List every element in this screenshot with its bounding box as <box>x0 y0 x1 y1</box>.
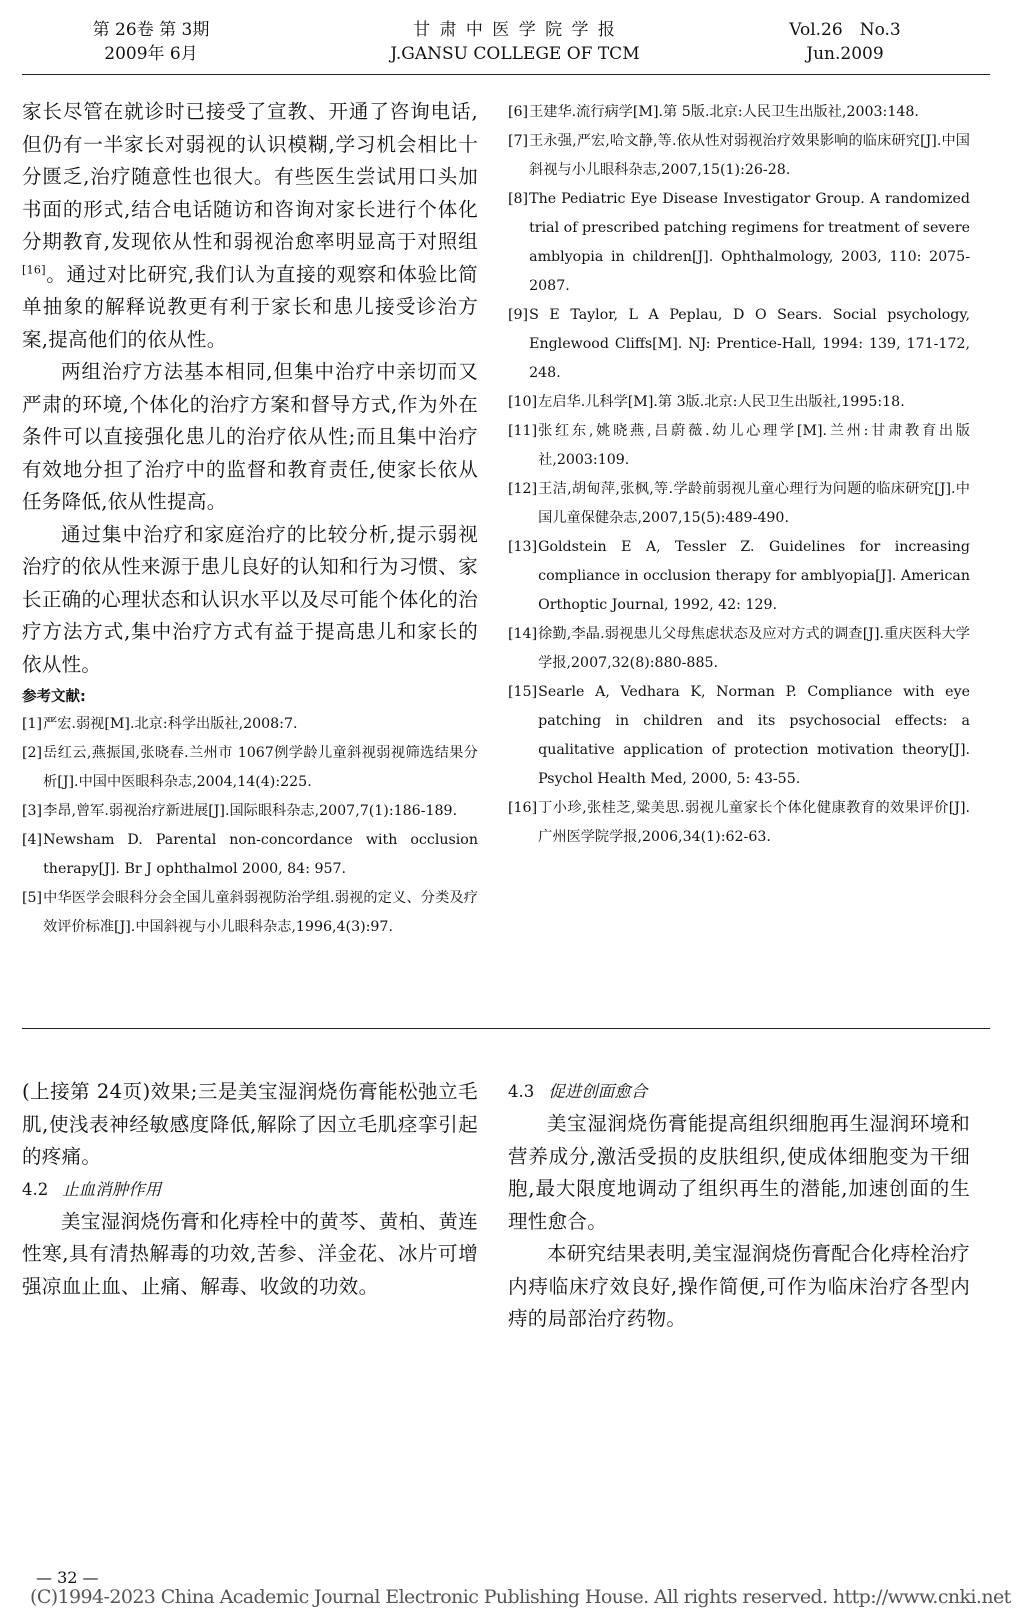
references-list-right <box>508 98 970 852</box>
page-number: — 32 — <box>36 1568 99 1587</box>
issue-date-en: Jun.2009 <box>806 44 884 64</box>
reference-number: [10] <box>508 394 538 410</box>
reference-number: [1] <box>22 716 43 732</box>
paragraph: 两组治疗方法基本相同,但集中治疗中亲切而又严肃的环境,个体化的治疗方案和督导方式,作为外在条件可以直接强化患儿的治疗依从性;而且集中治疗有效地分担了治疗中的监督和教育责任,使家长依从任务降低,依从性提高。 <box>22 360 478 513</box>
reference-number: [15] <box>508 684 538 700</box>
upper-right-column <box>508 98 970 852</box>
reference-item <box>508 475 970 533</box>
paragraph: (上接第 24页)效果;三是美宝湿润烧伤膏能松弛立毛肌,使浅表神经敏感度降低,解除了因立毛肌痉挛引起的疼痛。 <box>22 1080 478 1168</box>
reference-item <box>22 797 478 826</box>
reference-item <box>508 417 970 475</box>
lower-left-column <box>22 1076 478 1303</box>
reference-text: 中华医学会眼科分会全国儿童斜弱视防治学组.弱视的定义、分类及疗效评价标准[J].中国斜视与小儿眼科杂志,1996,4(3):97. <box>43 890 478 935</box>
journal-title <box>350 18 680 66</box>
paragraph: 美宝湿润烧伤膏和化痔栓中的黄芩、黄柏、黄连性寒,具有清热解毒的功效,苦参、洋金花、冰片可增强凉血止血、止痛、解毒、收敛的功效。 <box>22 1209 478 1298</box>
reference-item <box>508 678 970 794</box>
section-title: 止血消肿作用 <box>62 1179 162 1199</box>
reference-text: S E Taylor, L A Peplau, D O Sears. Social psychology, Englewood Cliffs[M]. NJ: Prentice-Hall, 1994: 139, 171-172, 248. <box>529 307 970 381</box>
reference-text: 王洁,胡甸萍,张枫,等.学龄前弱视儿童心理行为问题的临床研究[J].中国儿童保健杂志,2007,15(5):489-490. <box>538 481 970 526</box>
reference-item <box>508 620 970 678</box>
reference-text: 张红东,姚晓燕,吕蔚薇.幼儿心理学[M].兰州:甘肃教育出版社,2003:109. <box>538 423 970 468</box>
reference-number: [14] <box>508 626 538 642</box>
reference-number: [8] <box>508 191 529 207</box>
reference-number: [5] <box>22 890 43 906</box>
reference-text: 王永强,严宏,哈文静,等.依从性对弱视治疗效果影响的临床研究[J].中国斜视与小儿眼科杂志,2007,15(1):26-28. <box>529 133 970 178</box>
journal-volume-en <box>770 18 920 66</box>
paragraph: 美宝湿润烧伤膏能提高组织细胞再生湿润环境和营养成分,激活受损的皮肤组织,使成体细胞变为干细胞,最大限度地调动了组织再生的潜能,加速创面的生理性愈合。 <box>508 1112 970 1233</box>
citation: [16] <box>22 263 46 276</box>
volume-issue: 第 26卷 第 3期 <box>92 20 210 40</box>
reference-text: Goldstein E A, Tessler Z. Guidelines for increasing compliance in occlusion therapy for amblyopia[J]. American Orthoptic Journal, 1992, 42: 129. <box>538 539 970 613</box>
volume-issue-en: Vol.26 No.3 <box>789 20 901 40</box>
reference-number: [4] <box>22 832 43 848</box>
section-heading <box>508 1076 970 1108</box>
issue-date: 2009年 6月 <box>104 44 198 64</box>
header-rule <box>22 74 990 75</box>
reference-text: Searle A, Vedhara K, Norman P. Compliance with eye patching in children and its psychosocial effects: a qualitative application of protection motivation theory[J]. Psychol Health Med, 2000, 5: 43-55. <box>538 684 970 787</box>
upper-left-column <box>22 96 478 942</box>
journal-title-en: J.GANSU COLLEGE OF TCM <box>390 44 640 64</box>
reference-text: 左启华.儿科学[M].第 3版.北京:人民卫生出版社,1995:18. <box>538 394 905 410</box>
section-number: 4.3 <box>508 1082 535 1101</box>
reference-item <box>508 533 970 620</box>
section-rule <box>22 1028 990 1029</box>
reference-text: 严宏.弱视[M].北京:科学出版社,2008:7. <box>43 716 298 732</box>
paragraph: 本研究结果表明,美宝湿润烧伤膏配合化痔栓治疗内痔临床疗效良好,操作简便,可作为临床治疗各型内痔的局部治疗药物。 <box>508 1242 970 1330</box>
paragraph <box>22 96 478 356</box>
paragraph-text: 。通过对比研究,我们认为直接的观察和体验比简单抽象的解释说教更有利于家长和患儿接受诊治方案,提高他们的依从性。 <box>22 262 478 351</box>
reference-number: [12] <box>508 481 538 497</box>
reference-item <box>22 739 478 797</box>
reference-number: [16] <box>508 800 538 816</box>
reference-text: 李昂,曾军.弱视治疗新进展[J].国际眼科杂志,2007,7(1):186-189. <box>43 803 458 819</box>
reference-number: [11] <box>508 423 538 439</box>
reference-text: 王建华.流行病学[M].第 5版.北京:人民卫生出版社,2003:148. <box>529 104 919 120</box>
reference-item <box>22 884 478 942</box>
paragraph: 通过集中治疗和家庭治疗的比较分析,提示弱视治疗的依从性来源于患儿良好的认知和行为习惯、家长正确的心理状态和认识水平以及尽可能个体化的治疗方法方式,集中治疗方式有益于提高患儿和家长的依从性。 <box>22 522 478 676</box>
references-list-left <box>22 710 478 942</box>
journal-title-cn: 甘 肃 中 医 学 院 学 报 <box>413 20 617 40</box>
reference-number: [6] <box>508 104 529 120</box>
reference-item <box>508 127 970 185</box>
reference-text: 徐勤,李晶.弱视患儿父母焦虑状态及应对方式的调查[J].重庆医科大学学报,2007,32(8):880-885. <box>538 626 970 671</box>
copyright-footer: (C)1994-2023 China Academic Journal Electronic Publishing House. All rights reserved. http://www.cnki.net <box>30 1586 1011 1608</box>
reference-number: [13] <box>508 539 538 555</box>
reference-item <box>508 388 970 417</box>
reference-item <box>508 98 970 127</box>
reference-item <box>508 794 970 852</box>
section-heading <box>22 1174 478 1206</box>
references-heading: 参考文献: <box>22 689 86 705</box>
reference-number: [3] <box>22 803 43 819</box>
reference-item <box>508 185 970 301</box>
reference-item <box>508 301 970 388</box>
reference-text: 丁小珍,张桂芝,粱美思.弱视儿童家长个体化健康教育的效果评价[J].广州医学院学报,2006,34(1):62-63. <box>538 800 970 845</box>
reference-number: [2] <box>22 745 43 761</box>
section-number: 4.2 <box>22 1179 49 1199</box>
paragraph-text: 家长尽管在就诊时已接受了宣教、开通了咨询电话,但仍有一半家长对弱视的认识模糊,学习机会相比十分匮乏,治疗随意性也很大。有些医生尝试用口头加书面的形式,结合电话随访和咨询对家长进行个体化分期教育,发现依从性和弱视治愈率明显高于对照组 <box>22 100 478 253</box>
reference-text: 岳红云,燕振国,张晓春.兰州市 1067例学龄儿童斜视弱视筛选结果分析[J].中国中医眼科杂志,2004,14(4):225. <box>43 745 478 790</box>
reference-number: [9] <box>508 307 529 323</box>
reference-text: Newsham D. Parental non-concordance with occlusion therapy[J]. Br J ophthalmol 2000, 84: 957. <box>43 832 478 877</box>
reference-number: [7] <box>508 133 529 149</box>
reference-item <box>22 710 478 739</box>
reference-item <box>22 826 478 884</box>
lower-right-column <box>508 1076 970 1336</box>
reference-text: The Pediatric Eye Disease Investigator Group. A randomized trial of prescribed patching regimens for treatment of severe amblyopia in children[J]. Ophthalmology, 2003, 110: 2075-2087. <box>529 191 970 294</box>
section-title: 促进创面愈合 <box>548 1082 648 1101</box>
journal-volume-info <box>66 18 236 66</box>
